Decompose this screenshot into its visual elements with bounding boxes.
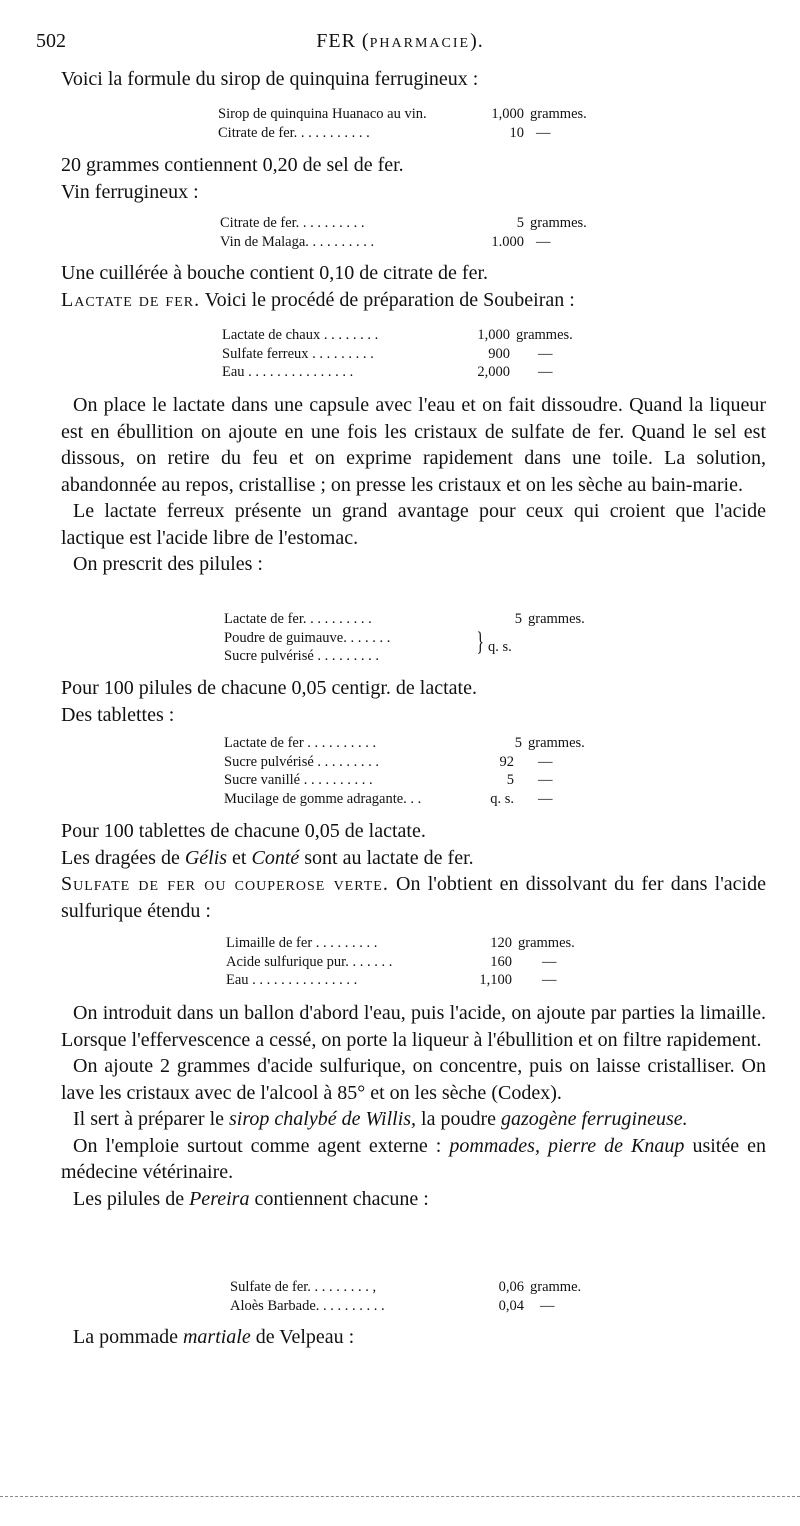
formula-row: Eau . . . . . . . . . . . . . . . 2,000 — xyxy=(222,364,553,380)
formula-row: Acide sulfurique pur. . . . . . . 160 — xyxy=(226,953,557,970)
paragraph: Une cuillérée à bouche contient 0,10 de citrate de fer. Lactate de fer. Voici le procédé de préparation de Soubeiran : xyxy=(61,262,575,311)
formula-table xyxy=(220,214,590,251)
formula-row: Vin de Malaga. . . . . . . . . . 1.000 — xyxy=(220,233,551,250)
page-edge-rule xyxy=(0,1496,800,1497)
formula-row: Eau . . . . . . . . . . . . . . . 1,100 — xyxy=(226,972,557,988)
formula-row: Limaille de fer . . . . . . . . . 120 grammes. xyxy=(226,935,575,951)
formula-row: Poudre de guimauve. . . . . . . xyxy=(224,629,391,646)
formula-row: Citrate de fer. . . . . . . . . . 5 grammes. xyxy=(220,215,587,231)
paragraph: 20 grammes contiennent 0,20 de sel de fer. Vin ferrugineux : xyxy=(61,154,404,203)
brace-icon: } xyxy=(476,627,484,656)
formula-row: Lactate de fer . . . . . . . . . . 5 grammes. xyxy=(224,735,585,751)
formula-row: Lactate de chaux . . . . . . . . 1,000 grammes. xyxy=(222,327,573,343)
paragraph: Pour 100 pilules de chacune 0,05 centigr. de lactate. Des tablettes : xyxy=(61,677,477,726)
paragraph: On introduit dans un ballon d'abord l'eau, puis l'acide, on ajoute par parties la limaille. Lorsque l'effervescence a cessé, on porte la liqueur à l'ébullition et on filtre rapidement. On ajoute 2 grammes d'acide sulfurique, on concentre, puis on laisse cristalliser. On lave les cristaux avec de l'alcool à 85° et on les sèche (Codex). Il sert à préparer le sirop chalybé de Willis, la poudre gazogène ferrugineuse. On l'emploie surtout comme agent externe : pommades, pierre de Knaup usitée en médecine vétérinaire. Les pilules de Pereira contiennent chacune : xyxy=(61,1002,766,1210)
formula-row: Aloès Barbade. . . . . . . . . . 0,04 — xyxy=(230,1297,555,1314)
formula-table xyxy=(222,326,592,382)
paragraph: On place le lactate dans une capsule avec l'eau et on fait dissoudre. Quand la liqueur est en ébullition on ajoute en une fois les cristaux de sulfate de fer. Quand le sel est dissous, on retire du feu et on exprime rapidement dans une toile. La solution, abandonnée au repos, cristallise ; on presse les cristaux et on les sèche au bain-marie. Le lactate ferreux présente un grand avantage pour ceux qui croient que l'acide lactique est l'acide libre de l'estomac. On prescrit des pilules : xyxy=(61,394,766,575)
formula-row: Sulfate de fer. . . . . . . . . , 0,06 gramme. xyxy=(230,1279,582,1295)
formula-row: Mucilage de gomme adragante. . . q. s. — xyxy=(224,790,553,807)
formula-row: Sucre pulvérisé . . . . . . . . . 92 — xyxy=(224,753,553,770)
formula-table xyxy=(218,105,588,142)
paragraph: La pommade martiale de Velpeau : xyxy=(73,1326,355,1348)
formula-row: Sirop de quinquina Huanaco au vin. 1,000 grammes. xyxy=(218,106,587,122)
formula-row: Sucre vanillé . . . . . . . . . . 5 — xyxy=(224,772,553,788)
formula-row: Citrate de fer. . . . . . . . . . . 10 — xyxy=(218,124,551,141)
formula-table xyxy=(226,934,596,990)
running-title: FER (PHARMACIE). xyxy=(316,30,484,52)
formula-table: Lactate de fer. . . . . . . . . . 5 grammes. Poudre de guimauve. . . . . . . Sucre pulvérisé . . . . . . . . . } q. s. xyxy=(224,610,594,666)
formula-row: Sulfate ferreux . . . . . . . . . 900 — xyxy=(222,345,553,362)
page-number: 502 xyxy=(36,30,66,52)
formula-table xyxy=(230,1278,600,1315)
formula-row: Sucre pulvérisé . . . . . . . . . xyxy=(224,648,380,664)
paragraph: Voici la formule du sirop de quinquina ferrugineux : xyxy=(61,68,479,90)
paragraph: Pour 100 tablettes de chacune 0,05 de lactate. Les dragées de Gélis et Conté sont au lactate de fer. Sulfate de fer ou couperose verte. On l'obtient en dissolvant du fer dans l'acide sulfurique étendu : xyxy=(61,820,766,922)
formula-row: Lactate de fer. . . . . . . . . . 5 grammes. xyxy=(224,611,585,627)
formula-table xyxy=(224,734,594,808)
page-header xyxy=(36,30,764,58)
